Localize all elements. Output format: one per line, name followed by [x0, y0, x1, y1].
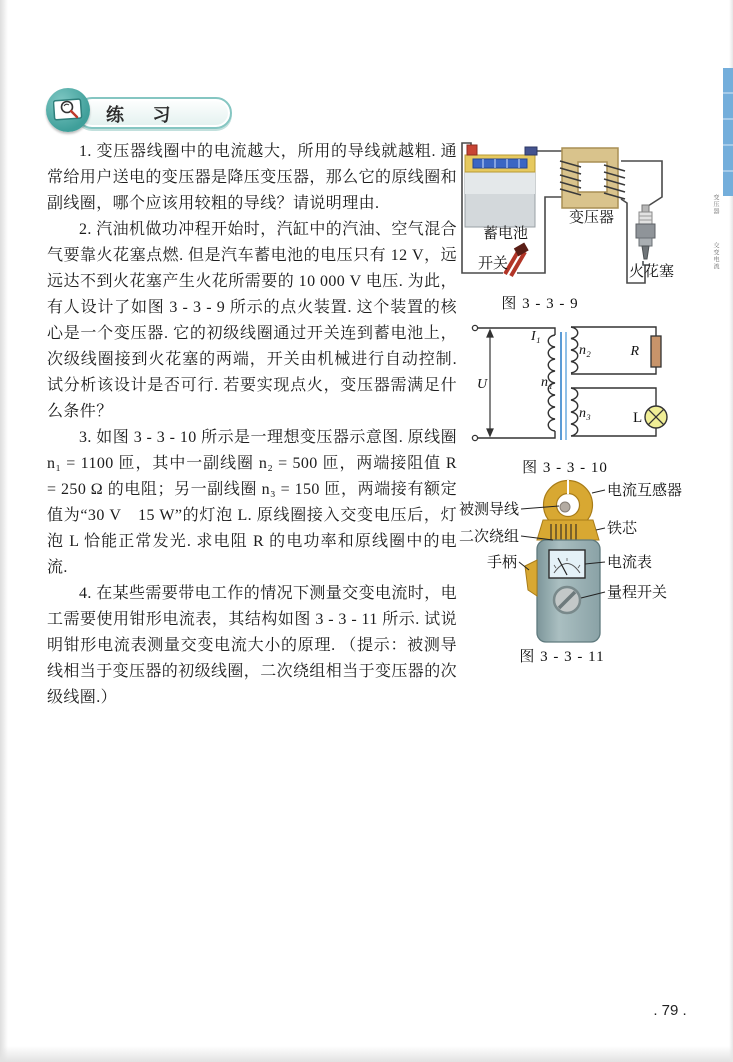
- chapter-vertical-label: 交变电流: [712, 242, 718, 270]
- current-label: I₁: [531, 329, 541, 344]
- spark-plug-label: 火花塞: [629, 264, 675, 280]
- page-number: . 79 .: [653, 1002, 687, 1019]
- figure-3-3-10-caption: 图 3 - 3 - 10: [522, 460, 608, 476]
- exercise-2: 2. 汽油机做功冲程开始时，汽缸中的汽油、空气混合气要靠火花塞点燃. 但是汽车蓄电池的电压只有 12 V，远远达不到火花塞产生火花所需要的 10 000 V 电压. 为此，有人设计了如图 3 - 3 - 9 所示的点火装置. 这个装置的核心是一个变压器. 它的初级线圈通过开关连到蓄电池上，次级线圈接到火花塞的两端，开关由机械进行自动控制. 试分析该设计是否可行. 若要实现点火，变压器需满足什么条件？: [47, 221, 458, 420]
- primary-coil-label: n₁: [541, 375, 553, 390]
- spark-plug: [636, 205, 655, 265]
- magnifier-board-icon: [46, 88, 90, 132]
- magnifier-icon: [53, 97, 83, 123]
- battery-terminal-negative: [525, 147, 537, 155]
- exercises-title: 练 习: [106, 105, 183, 125]
- battery-label: 蓄电池: [483, 226, 529, 242]
- ammeter-label: 电流表: [607, 555, 653, 571]
- voltage-arrow: [487, 330, 493, 436]
- figure-3-3-11-caption: 图 3 - 3 - 11: [519, 649, 605, 665]
- exercise-4: 4. 在某些需要带电工作的情况下测量交变电流时，电工需要使用钳形电流表，其结构如图 3 - 3 - 11 所示. 试说明钳形电流表测量交变电流大小的原理. （提示：被测导线相当于变压器的初级线圈，二次绕组相当于变压器的次级线圈.）: [47, 585, 458, 706]
- chapter-tab-bar: [723, 68, 733, 196]
- exercise-1: 1. 变压器线圈中的电流越大，所用的导线就越粗. 通常给用户送电的变压器是降压变压器，那么它的原线圈和副线圈，哪个应该用较粗的导线？请说明理由.: [47, 143, 458, 212]
- switch: [505, 243, 529, 276]
- figure-3-3-10: [455, 322, 720, 452]
- handle-label: 手柄: [486, 555, 517, 571]
- battery-terminal-positive: [467, 145, 477, 155]
- transformer-label: 变压器: [569, 210, 615, 226]
- exercises-header: [46, 88, 206, 136]
- figure-3-3-11: [455, 478, 720, 650]
- battery: [465, 145, 537, 227]
- secondary-coil-top: [571, 327, 578, 373]
- secondary-coil-bottom: [571, 388, 578, 436]
- section-vertical-label: 变压器: [712, 194, 718, 215]
- exercise-3: 3. 如图 3 - 3 - 10 所示是一理想变压器示意图. 原线圈 n₁ = 1100 匝，其中一副线圈 n₂ = 500 匝，两端接阻值 R = 250 Ω 的电阻；另一副线圈 n₃ = 150 匝，两端接有额定值为“30 V 15 W”的灯泡 L. 原线圈接入交变电压后，灯泡 L 恰能正常发光. 求电阻 R 的电功率和原线圈中的电流.: [47, 429, 457, 576]
- range-switch-label: 量程开关: [607, 585, 668, 601]
- range-switch-knob: [554, 587, 580, 613]
- resistor-label: R: [630, 344, 639, 359]
- current-transformer-label: 电流互感器: [607, 483, 683, 499]
- ammeter-display: [549, 550, 585, 578]
- resistor: [651, 336, 661, 367]
- lamp-label: L: [633, 410, 643, 426]
- exercise-list: [47, 139, 457, 711]
- transformer: [560, 148, 625, 208]
- figure-3-3-11-drawing: [455, 478, 720, 650]
- page-edge-bottom: [0, 1046, 733, 1062]
- figure-3-3-9-caption: 图 3 - 3 - 9: [501, 296, 579, 312]
- figure-3-3-9: [457, 137, 717, 292]
- iron-core-label: 铁芯: [607, 521, 638, 537]
- input-terminal-bottom: [472, 435, 477, 440]
- iron-core: [561, 332, 566, 440]
- page-edge-left: [0, 0, 8, 1062]
- secondary-coil-bottom-label: n₃: [579, 406, 591, 421]
- clamp-neck: [537, 520, 599, 540]
- secondary-winding-label: 二次绕组: [458, 529, 519, 545]
- input-terminal-top: [472, 325, 477, 330]
- secondary-coil-top-label: n₂: [579, 343, 591, 358]
- voltage-label: U: [477, 377, 488, 392]
- lamp: [645, 406, 667, 428]
- measured-wire-label: 被测导线: [458, 502, 519, 518]
- measured-wire-cross-section: [560, 502, 570, 512]
- switch-label: 开关: [478, 256, 509, 272]
- figure-3-3-9-drawing: [457, 137, 717, 292]
- handle: [525, 560, 537, 596]
- figure-3-3-10-drawing: [455, 322, 720, 452]
